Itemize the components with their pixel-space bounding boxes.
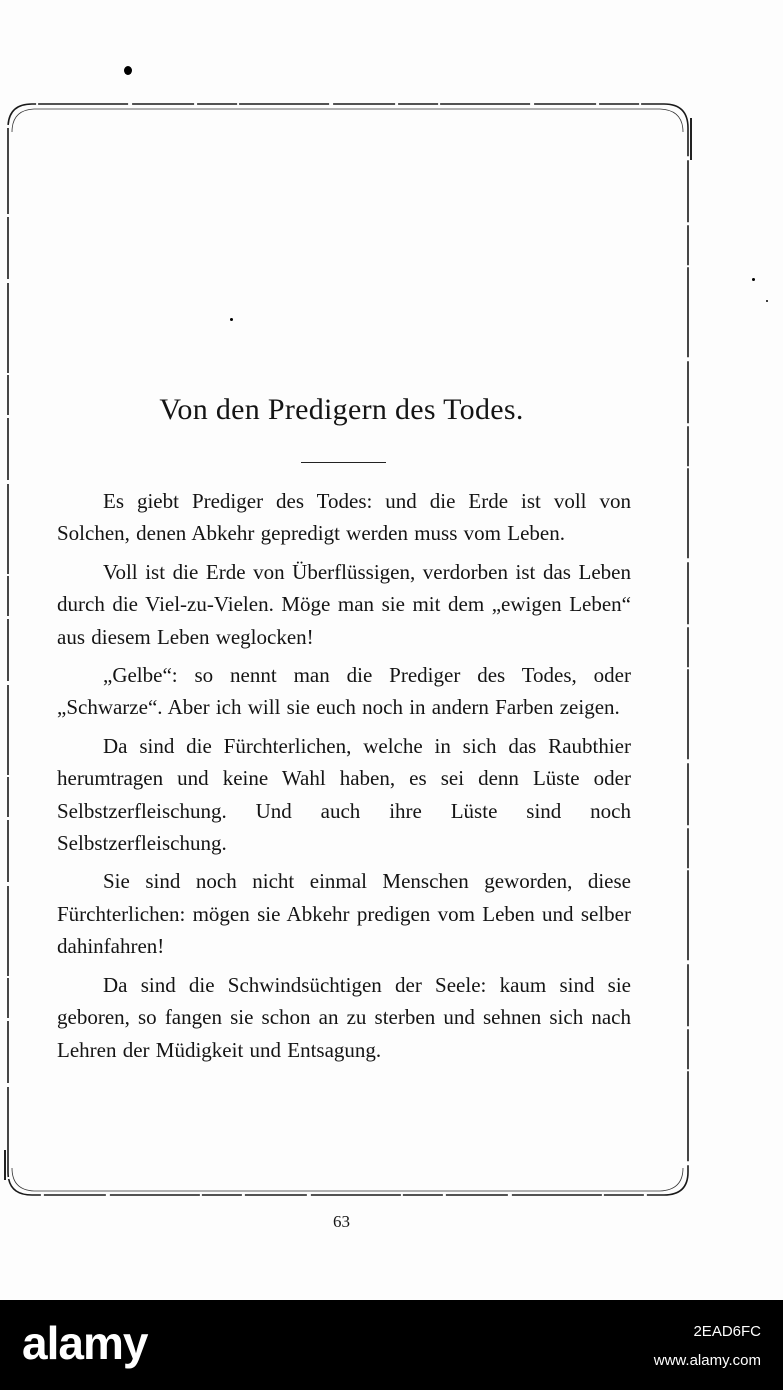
chapter-body [57,485,631,1072]
chapter-title: Von den Predigern des Todes. [159,393,524,426]
paragraph: Da sind die Schwindsüchtigen der Seele: kaum sind sie geboren, so fangen sie schon an zu sterben und sehnen sich nach Lehren der Müdigkeit und Entsagung. [57,972,631,1062]
alamy-logo: alamy [22,1317,148,1369]
ink-speck [766,300,768,302]
title-rule [301,462,386,463]
ink-speck [124,66,132,75]
paragraph: Voll ist die Erde von Überflüssigen, verdorben ist das Leben durch die Viel-zu-Vielen. Möge man sie mit dem „ewigen Leben“ aus diesem Leben weglocken! [57,559,631,649]
paragraph: Sie sind noch nicht einmal Menschen geworden, diese Fürchterlichen: mögen sie Abkehr predigen vom Leben und selber dahinfahren! [57,869,631,959]
ink-speck [752,278,755,281]
site-url: www.alamy.com [653,1352,761,1369]
image-id: 2EAD6FC [693,1323,761,1340]
paragraph: Da sind die Fürchterlichen, welche in sich das Raubthier herumtragen und keine Wahl haben, es sei denn Lüste oder Selbstzerfleischung. Und auch ihre Lüste sind noch Selbstzerfleischung. [57,733,631,856]
paragraph: Es giebt Prediger des Todes: und die Erde ist voll von Solchen, denen Abkehr gepredigt werden muss vom Leben. [57,489,631,546]
page-number: 63 [333,1212,350,1231]
ink-speck [230,318,233,321]
paragraph: „Gelbe“: so nennt man die Prediger des Todes, oder „Schwarze“. Aber ich will sie euch noch in andern Farben zeigen. [57,663,631,720]
watermark-banner [0,1300,783,1390]
